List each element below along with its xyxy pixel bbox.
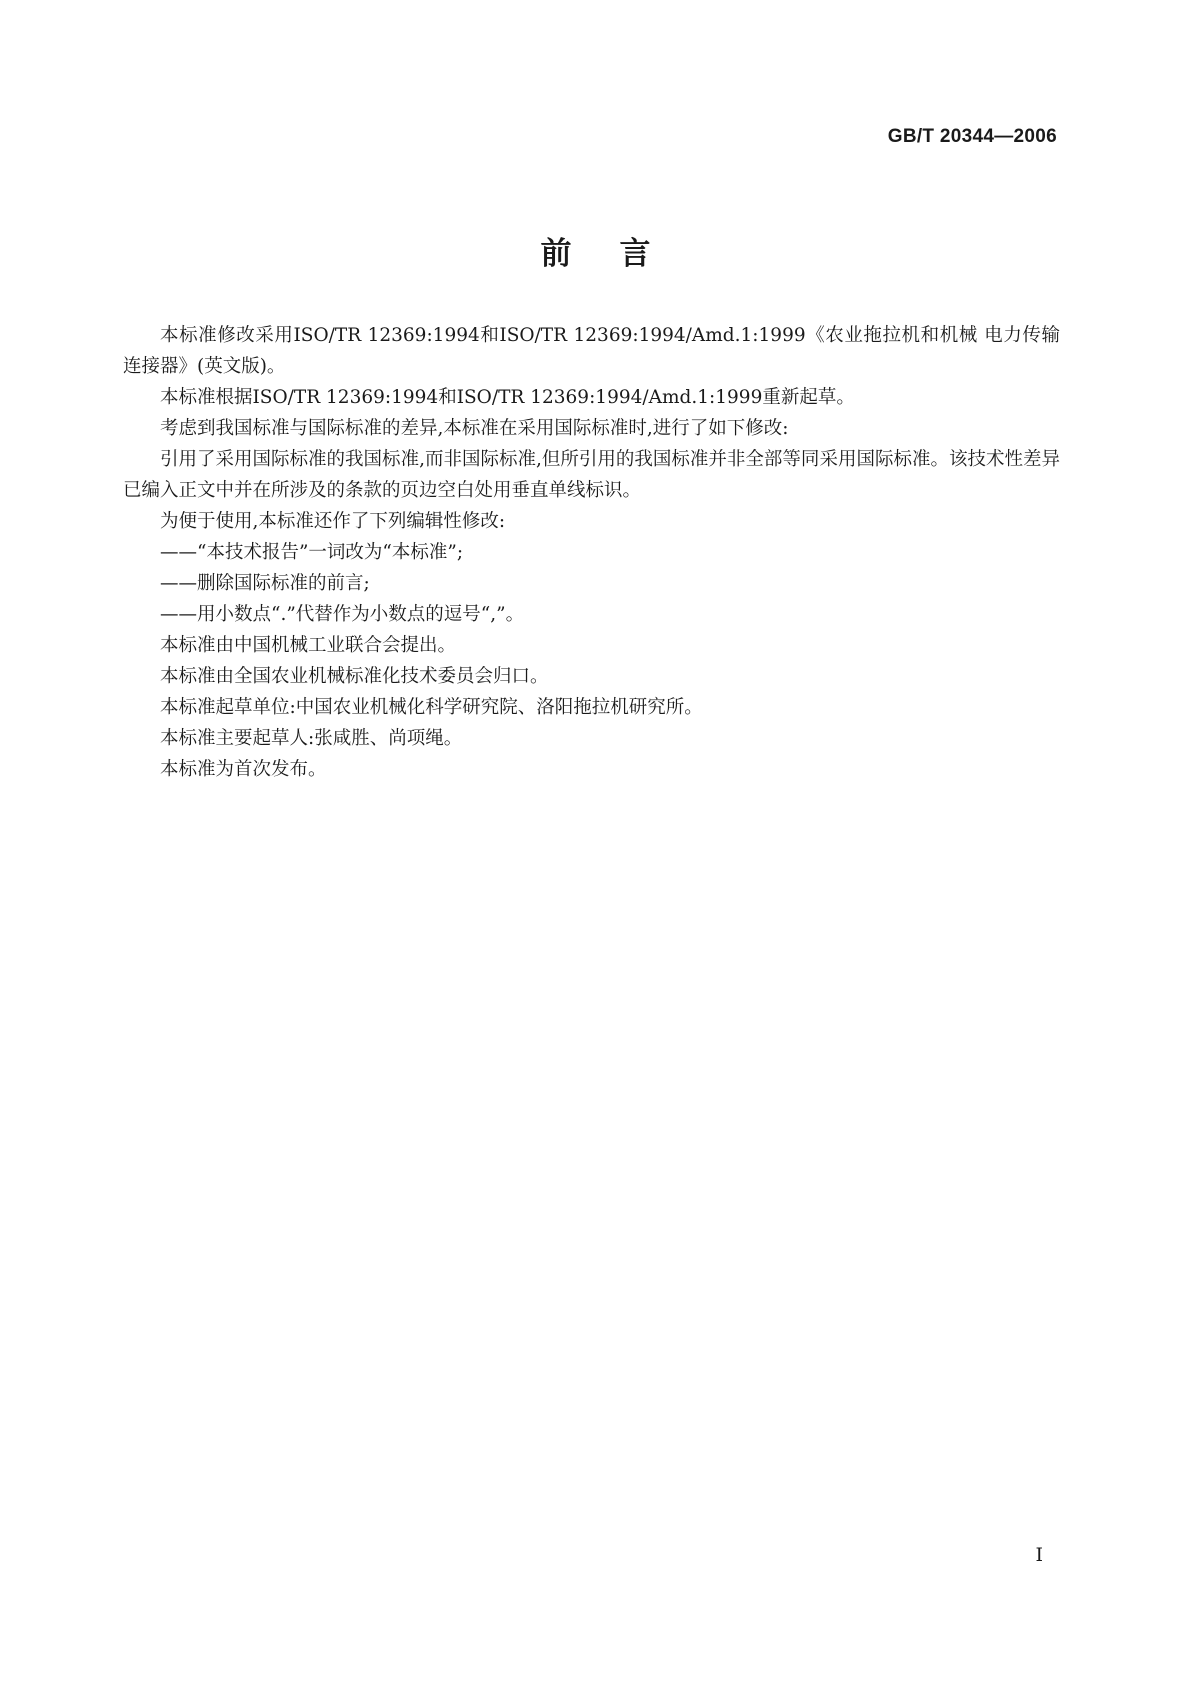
paragraph-first-issue: 本标准为首次发布。: [160, 759, 327, 780]
paragraph-adoption: 本标准修改采用ISO/TR 12369:1994和ISO/TR 12369:1994/Amd.1:1999《农业拖拉机和机械 电力传输连接器》(英文版)。: [123, 325, 1060, 377]
paragraph-editorial-intro: 为便于使用,本标准还作了下列编辑性修改:: [160, 511, 506, 532]
paragraph-managed-by: 本标准由全国农业机械标准化技术委员会归口。: [160, 666, 549, 687]
list-item-term-change: ——“本技术报告”一词改为“本标准”;: [160, 542, 464, 563]
paragraph-proposed-by: 本标准由中国机械工业联合会提出。: [160, 635, 457, 656]
page-number: I: [1035, 1544, 1043, 1566]
paragraph-modifications-intro: 考虑到我国标准与国际标准的差异,本标准在采用国际标准时,进行了如下修改:: [160, 418, 789, 439]
list-item-decimal-point: ——用小数点“.”代替作为小数点的逗号“,”。: [160, 604, 525, 625]
paragraph-drafters: 本标准主要起草人:张咸胜、尚项绳。: [160, 728, 463, 749]
page-title: 前言: [540, 236, 699, 272]
paragraph-redrafted: 本标准根据ISO/TR 12369:1994和ISO/TR 12369:1994/Amd.1:1999重新起草。: [160, 387, 855, 408]
paragraph-technical-difference: 引用了采用国际标准的我国标准,而非国际标准,但所引用的我国标准并非全部等同采用国际标准。该技术性差异已编入正文中并在所涉及的条款的页边空白处用垂直单线标识。: [123, 449, 1060, 501]
foreword-body: [123, 320, 1060, 785]
paragraph-drafting-units: 本标准起草单位:中国农业机械化科学研究院、洛阳拖拉机研究所。: [160, 697, 703, 718]
standard-code: GB/T 20344—2006: [887, 126, 1057, 147]
list-item-delete-foreword: ——删除国际标准的前言;: [160, 573, 370, 594]
